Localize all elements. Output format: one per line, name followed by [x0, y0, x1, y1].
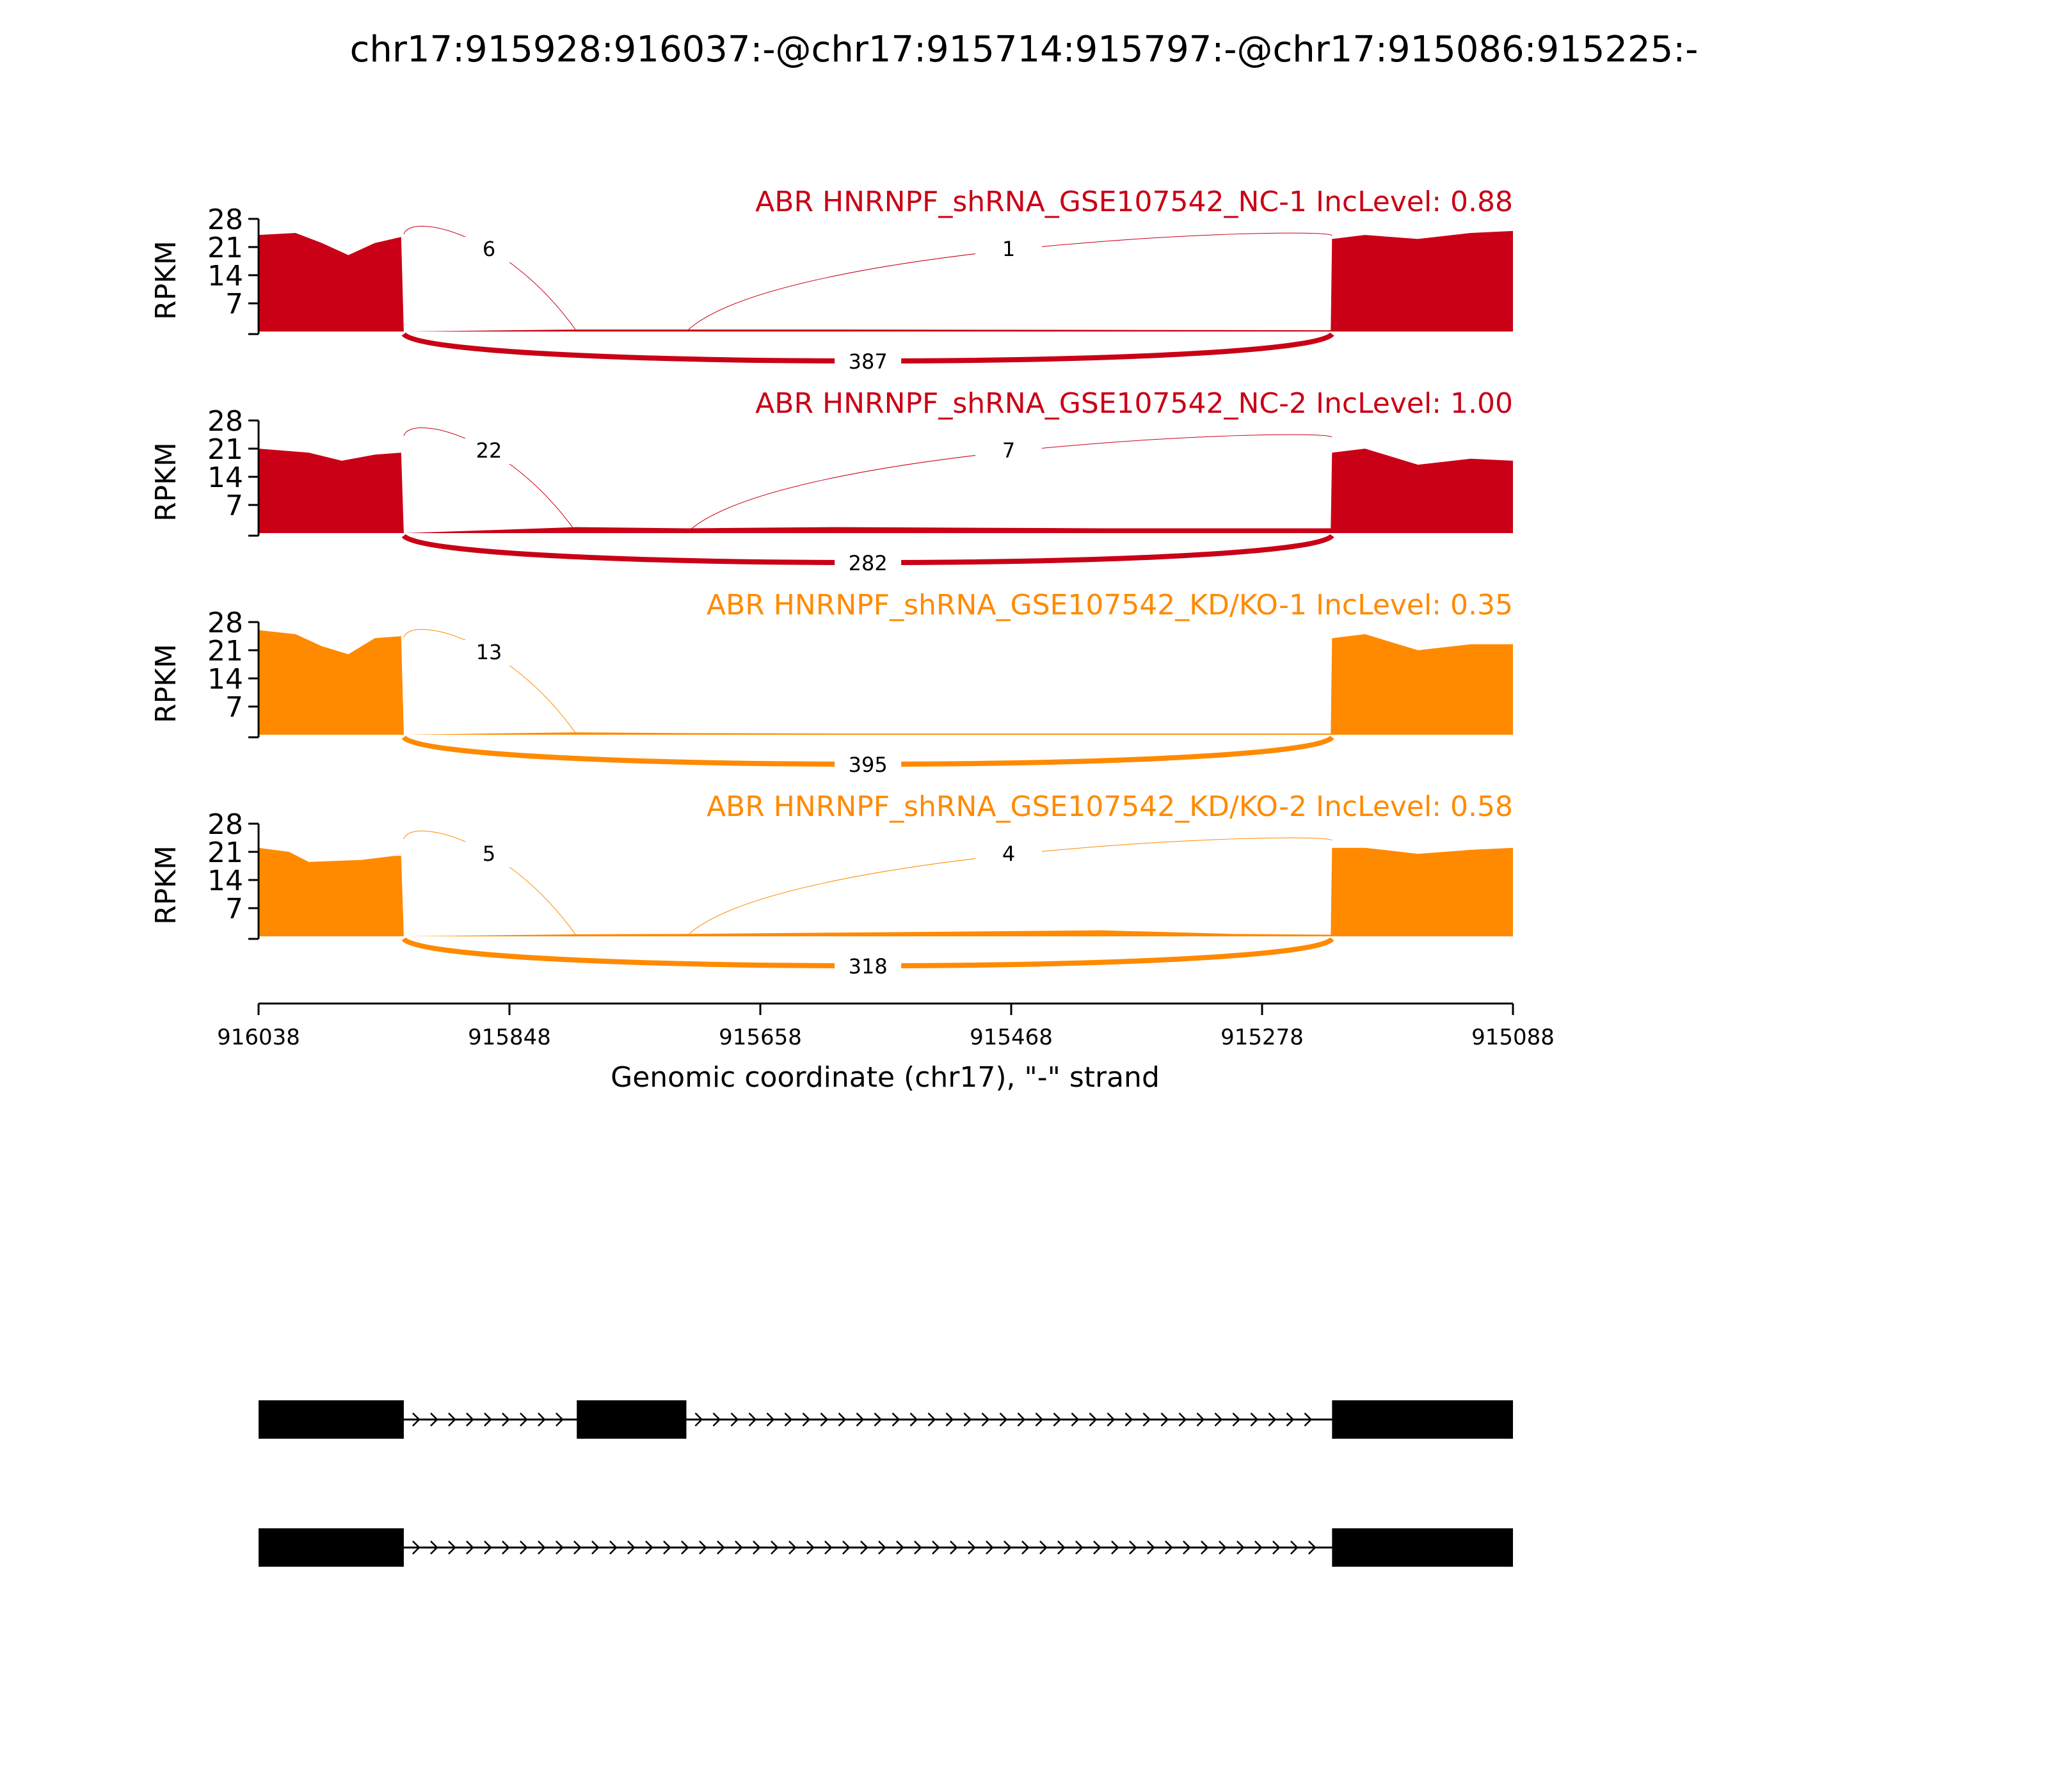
coverage-area	[259, 449, 1513, 533]
exon-block	[1332, 1528, 1513, 1567]
exon-block	[259, 1528, 404, 1567]
y-tick-label: 7	[225, 490, 243, 522]
sample-label: ABR HNRNPF_shRNA_GSE107542_KD/KO-2 IncLevel: 0.58	[706, 790, 1513, 823]
junction-count: 5	[482, 842, 496, 866]
y-tick-label: 28	[207, 607, 243, 639]
y-tick-label: 14	[207, 865, 243, 897]
junction-count: 6	[482, 237, 496, 261]
y-tick-label: 28	[207, 808, 243, 841]
junction-count: 282	[848, 551, 888, 575]
y-tick-label: 14	[207, 663, 243, 696]
x-axis	[217, 1004, 1555, 1050]
junction-count: 318	[848, 954, 888, 979]
y-tick-label: 14	[207, 461, 243, 494]
x-tick-label: 915088	[1471, 1025, 1555, 1050]
y-axis-label: RPKM	[150, 442, 182, 522]
sample-label: ABR HNRNPF_shRNA_GSE107542_KD/KO-1 IncLevel: 0.35	[706, 589, 1513, 621]
sample-label: ABR HNRNPF_shRNA_GSE107542_NC-2 IncLevel: 1.00	[755, 387, 1513, 420]
junction-count: 4	[1002, 842, 1016, 866]
exon-block	[259, 1400, 404, 1439]
sample-panel	[150, 186, 1513, 375]
y-tick-label: 7	[225, 691, 243, 724]
sample-label: ABR HNRNPF_shRNA_GSE107542_NC-1 IncLevel: 0.88	[755, 186, 1513, 218]
junction-count: 1	[1002, 237, 1016, 261]
y-tick-label: 28	[207, 405, 243, 438]
x-tick-label: 915468	[970, 1025, 1053, 1050]
isoform-model	[259, 1400, 1513, 1439]
sample-panel	[150, 387, 1513, 577]
y-axis-label: RPKM	[150, 845, 182, 925]
y-tick-label: 7	[225, 288, 243, 321]
x-tick-label: 915658	[719, 1025, 802, 1050]
x-tick-label: 915848	[468, 1025, 551, 1050]
coverage-area	[259, 231, 1513, 332]
junction-count: 387	[848, 349, 888, 374]
coverage-area	[259, 848, 1513, 936]
y-tick-label: 14	[207, 260, 243, 292]
junction-count: 22	[476, 438, 502, 463]
y-tick-label: 21	[207, 635, 243, 668]
plot-title: chr17:915928:916037:-@chr17:915714:915797:-@chr17:915086:915225:-	[349, 29, 1699, 70]
sample-panel	[150, 790, 1513, 980]
y-tick-label: 21	[207, 232, 243, 264]
x-axis-label: Genomic coordinate (chr17), "-" strand	[611, 1061, 1160, 1094]
y-tick-label: 28	[207, 204, 243, 236]
y-tick-label: 7	[225, 893, 243, 925]
y-axis-label: RPKM	[150, 644, 182, 723]
junction-count: 13	[476, 640, 502, 664]
exon-block	[1332, 1400, 1513, 1439]
exon-block	[577, 1400, 686, 1439]
isoform-track	[259, 1400, 1513, 1567]
x-tick-label: 916038	[217, 1025, 300, 1050]
sample-panels	[150, 186, 1513, 980]
y-tick-label: 21	[207, 836, 243, 869]
y-axis-label: RPKM	[150, 241, 182, 320]
coverage-area	[259, 630, 1513, 735]
y-tick-label: 21	[207, 433, 243, 466]
isoform-model	[259, 1528, 1513, 1567]
sample-panel	[150, 589, 1513, 778]
junction-count: 7	[1002, 438, 1016, 463]
x-tick-label: 915278	[1220, 1025, 1304, 1050]
junction-count: 395	[848, 753, 888, 777]
